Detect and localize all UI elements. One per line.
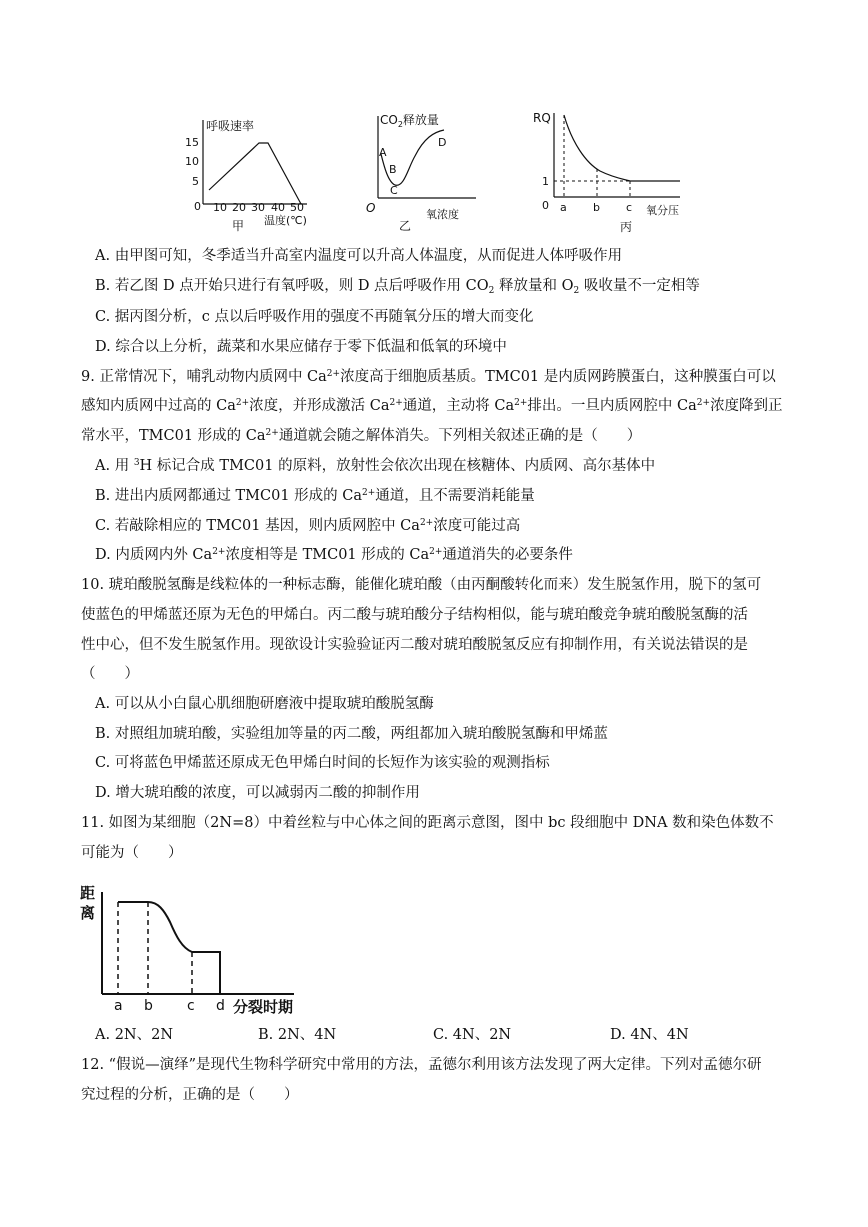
q10-stem-line2: 使蓝色的甲烯蓝还原为无色的甲烯白。丙二酸与琥珀酸分子结构相似，能与琥珀酸竞争琥珀酸脱氢酶的活 xyxy=(81,607,748,623)
q11-xtick-a: a xyxy=(114,998,123,1014)
jia-ytick: 5 xyxy=(192,175,199,188)
q11-ylabel-2: 离 xyxy=(80,904,96,922)
bing-xtick: a xyxy=(560,201,567,214)
bing-caption: 丙 xyxy=(620,220,633,234)
bing-curve xyxy=(564,115,680,181)
q11-stem-line1: 11. 如图为某细胞（2N=8）中着丝粒与中心体之间的距离示意图，图中 bc 段细胞中 DNA 数和染色体数不 xyxy=(81,815,774,831)
q9-option-a: A. 用 $^3$H 标记合成 TMC01 的原料，放射性会依次出现在核糖体、内质网、高尔基体中 xyxy=(95,458,656,474)
figure-jia xyxy=(175,112,325,238)
q11-curve xyxy=(118,902,220,994)
q8-option-c: C. 据丙图分析，c 点以后呼吸作用的强度不再随氧分压的增大而变化 xyxy=(95,309,534,325)
q8-option-d: D. 综合以上分析，蔬菜和水果应储存于零下低温和低氧的环境中 xyxy=(95,339,507,355)
q10-stem-line3: 性中心，但不发生脱氢作用。现欲设计实验验证丙二酸对琥珀酸脱氢反应有抑制作用，有关说法错误的是 xyxy=(81,637,748,653)
q11-xlabel: 分裂时期 xyxy=(233,998,294,1016)
bing-xtick: c xyxy=(626,201,633,214)
jia-xtick: 20 xyxy=(232,201,246,214)
figure-yi xyxy=(362,106,482,240)
yi-ylabel: $CO_2$释放量 xyxy=(380,113,439,129)
q11-option-a: A. 2N、2N xyxy=(95,1027,174,1043)
q9-stem-line1: 9. 正常情况下，哺乳动物内质网中 $Ca^{2+}$浓度高于细胞质基质。TMC01 是内质网跨膜蛋白，这种膜蛋白可以 xyxy=(81,369,776,385)
q10-option-b: B. 对照组加琥珀酸，实验组加等量的丙二酸，两组都加入琥珀酸脱氢酶和甲烯蓝 xyxy=(95,726,608,742)
q11-option-d: D. 4N、4N xyxy=(610,1027,689,1043)
q10-option-d: D. 增大琥珀酸的浓度，可以减弱丙二酸的抑制作用 xyxy=(95,785,420,801)
q12-stem-line1: 12. “假说—演绎”是现代生物科学研究中常用的方法，孟德尔利用该方法发现了两大定律。下列对孟德尔研 xyxy=(81,1057,762,1073)
yi-curve xyxy=(381,130,447,185)
jia-curve xyxy=(209,143,301,204)
jia-ytick: 10 xyxy=(185,155,199,168)
yi-xlabel: 氧浓度 xyxy=(426,208,459,221)
q9-stem-line3: 常水平，TMC01 形成的 $Ca^{2+}$通道就会随之解体消失。下列相关叙述正确的是（ ） xyxy=(81,428,642,444)
yi-caption: 乙 xyxy=(399,219,412,233)
q9-option-c: C. 若敲除相应的 TMC01 基因，则内质网腔中 $Ca^{2+}$浓度可能过高 xyxy=(95,518,521,534)
q11-ylabel-1: 距 xyxy=(80,884,96,902)
yi-point-a: A xyxy=(379,146,387,159)
jia-xlabel: 温度(℃) xyxy=(264,214,307,227)
q11-option-c: C. 4N、2N xyxy=(433,1027,512,1043)
bing-ylabel: RQ xyxy=(533,111,551,125)
q11-stem-line2: 可能为（ ） xyxy=(81,845,183,861)
bing-ytick: 1 xyxy=(542,175,549,188)
q10-option-c: C. 可将蓝色甲烯蓝还原成无色甲烯白时间的长短作为该实验的观测指标 xyxy=(95,755,550,771)
bing-xlabel: 氧分压 xyxy=(646,204,679,217)
bing-origin: 0 xyxy=(542,199,549,212)
jia-xtick: 40 xyxy=(271,201,285,214)
figure-q11 xyxy=(76,880,306,1022)
q11-xtick-c: c xyxy=(187,998,195,1014)
q11-xtick-d: d xyxy=(216,998,225,1014)
q11-option-b: B. 2N、4N xyxy=(258,1027,337,1043)
bing-xtick: b xyxy=(593,201,600,214)
jia-caption: 甲 xyxy=(232,219,245,233)
jia-xtick: 30 xyxy=(251,201,265,214)
q8-option-b: B. 若乙图 D 点开始只进行有氧呼吸，则 D 点后呼吸作用 $CO_2$ 释放量和 $O_2$ 吸收量不一定相等 xyxy=(95,278,700,296)
jia-xtick: 10 xyxy=(213,201,227,214)
jia-origin: 0 xyxy=(194,200,201,213)
yi-point-d: D xyxy=(438,136,447,149)
q9-stem-line2: 感知内质网中过高的 $Ca^{2+}$浓度，并形成激活 $Ca^{2+}$通道，主动将 $Ca^{2+}$排出。一旦内质网腔中 $Ca^{2+}$浓度降到正 xyxy=(81,398,783,414)
q10-option-a: A. 可以从小白鼠心肌细胞研磨液中提取琥珀酸脱氢酶 xyxy=(95,696,434,712)
jia-xtick: 50 xyxy=(290,201,304,214)
q10-stem-line4: （ ） xyxy=(81,666,139,682)
jia-ytick: 15 xyxy=(185,136,199,149)
yi-origin: O xyxy=(366,201,376,215)
jia-ylabel: 呼吸速率 xyxy=(206,119,255,133)
q12-stem-line2: 究过程的分析，正确的是（ ） xyxy=(81,1087,299,1103)
figure-bing xyxy=(528,105,688,239)
q9-option-d: D. 内质网内外 $Ca^{2+}$浓度相等是 TMC01 形成的 $Ca^{2+}$通道消失的必要条件 xyxy=(95,547,573,563)
q10-stem-line1: 10. 琥珀酸脱氢酶是线粒体的一种标志酶，能催化琥珀酸（由丙酮酸转化而来）发生脱氢作用，脱下的氢可 xyxy=(81,577,762,593)
yi-point-b: B xyxy=(389,163,397,176)
q9-option-b: B. 进出内质网都通过 TMC01 形成的 $Ca^{2+}$通道，且不需要消耗能量 xyxy=(95,488,535,504)
q11-xtick-b: b xyxy=(144,998,153,1014)
q8-option-a: A. 由甲图可知，冬季适当升高室内温度可以升高人体温度，从而促进人体呼吸作用 xyxy=(95,248,623,264)
yi-point-c: C xyxy=(390,184,398,197)
